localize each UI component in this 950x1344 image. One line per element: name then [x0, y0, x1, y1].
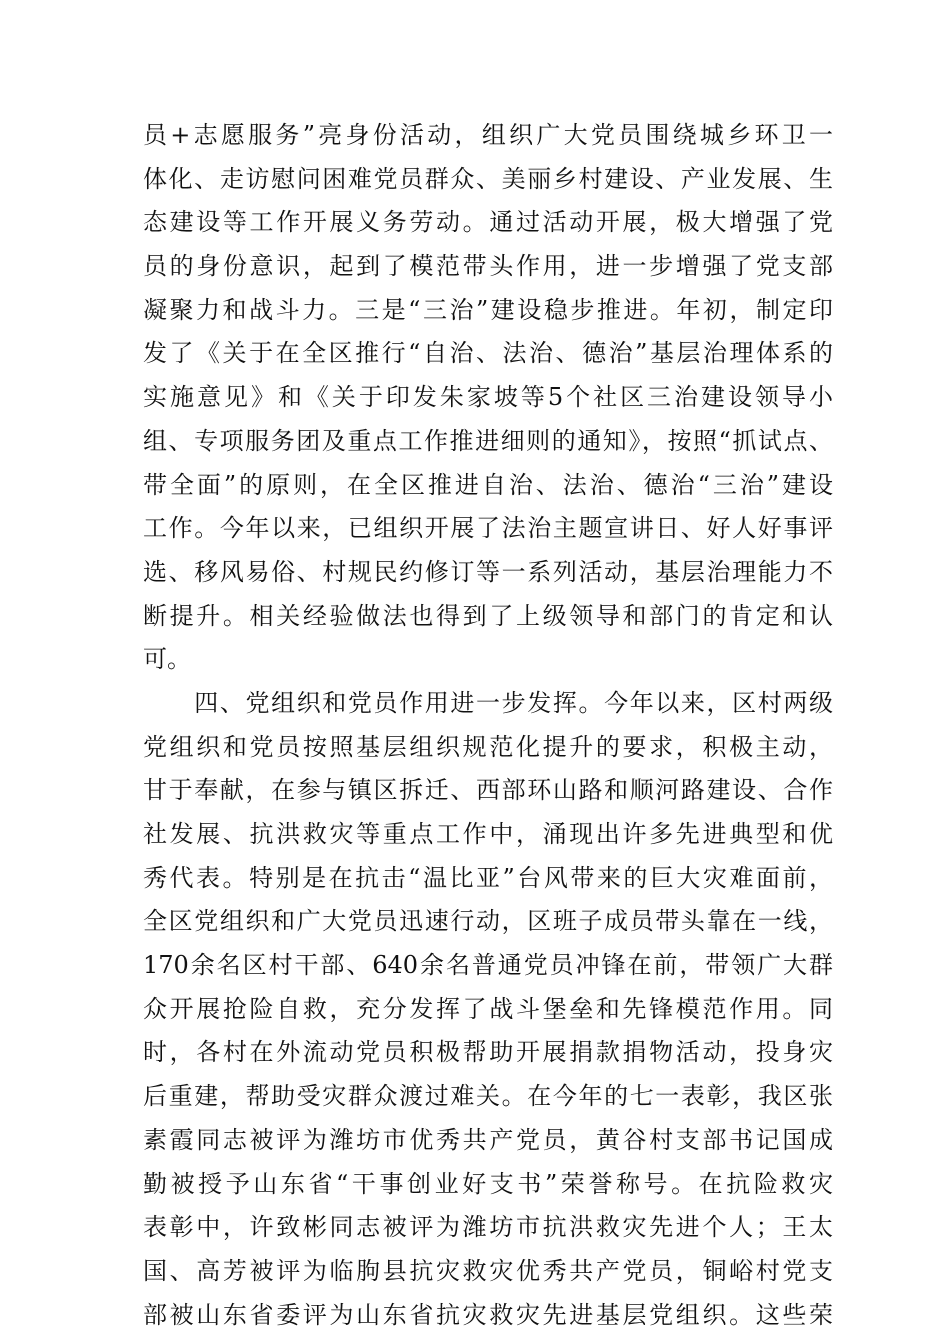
- paragraph-2: [143, 682, 833, 1337]
- text-line: 秀代表。特别是在抗击“温比亚”台风带来的巨大灾难面前，: [143, 863, 833, 892]
- paragraph-1: [143, 114, 833, 682]
- text-line: 社发展、抗洪救灾等重点工作中，涌现出许多先进典型和优: [143, 820, 833, 848]
- text-line: 素霞同志被评为潍坊市优秀共产党员，黄谷村支部书记国成: [143, 1125, 833, 1154]
- text-line: 国、高芳被评为临朐县抗灾救灾优秀共产党员，铜峪村党支: [143, 1256, 833, 1285]
- text-line: 选、移风易俗、村规民约修订等一系列活动，基层治理能力不: [143, 557, 833, 586]
- text-line: 员+志愿服务”亮身份活动，组织广大党员围绕城乡环卫一: [143, 121, 833, 149]
- text-line: 态建设等工作开展义务劳动。通过活动开展，极大增强了党: [143, 208, 833, 237]
- text-line: 170余名区村干部、640余名普通党员冲锋在前，带领广大群: [143, 951, 833, 980]
- text-line: 勤被授予山东省“干事创业好支书”荣誉称号。在抗险救灾: [143, 1169, 833, 1198]
- text-line: 工作。今年以来，已组织开展了法治主题宣讲日、好人好事评: [143, 514, 833, 543]
- body-text: [143, 114, 833, 1337]
- text-line: 带全面”的原则，在全区推进自治、法治、德治“三治”建设: [143, 470, 833, 499]
- text-line: 凝聚力和战斗力。三是“三治”建设稳步推进。年初，制定印: [143, 295, 833, 324]
- text-line: 党组织和党员按照基层组织规范化提升的要求，积极主动，: [143, 732, 833, 761]
- text-line: 时，各村在外流动党员积极帮助开展捐款捐物活动，投身灾: [143, 1038, 833, 1067]
- text-line: 后重建，帮助受灾群众渡过难关。在今年的七一表彰，我区张: [143, 1082, 833, 1111]
- text-line: 断提升。相关经验做法也得到了上级领导和部门的肯定和认: [143, 601, 833, 630]
- text-line: 可。: [143, 645, 191, 674]
- text-line: 体化、走访慰问困难党员群众、美丽乡村建设、产业发展、生: [143, 164, 833, 193]
- text-line: 表彰中，许致彬同志被评为潍坊市抗洪救灾先进个人；王太: [143, 1213, 833, 1242]
- text-line: 甘于奉献，在参与镇区拆迁、西部环山路和顺河路建设、合作: [143, 776, 833, 805]
- text-line: 发了《关于在全区推行“自治、法治、德治”基层治理体系的: [143, 339, 833, 368]
- text-line: 四、党组织和党员作用进一步发挥。今年以来，区村两级: [143, 688, 833, 717]
- text-line: 部被山东省委评为山东省抗灾救灾先进基层党组织。这些荣: [143, 1300, 833, 1329]
- text-line: 员的身份意识，起到了模范带头作用，进一步增强了党支部: [143, 252, 833, 281]
- text-line: 组、专项服务团及重点工作推进细则的通知》，按照“抓试点、: [143, 426, 833, 455]
- text-line: 众开展抢险自救，充分发挥了战斗堡垒和先锋模范作用。同: [143, 994, 833, 1023]
- text-line: 全区党组织和广大党员迅速行动，区班子成员带头靠在一线，: [143, 907, 833, 936]
- text-line: 实施意见》和《关于印发朱家坡等5个社区三治建设领导小: [143, 383, 833, 412]
